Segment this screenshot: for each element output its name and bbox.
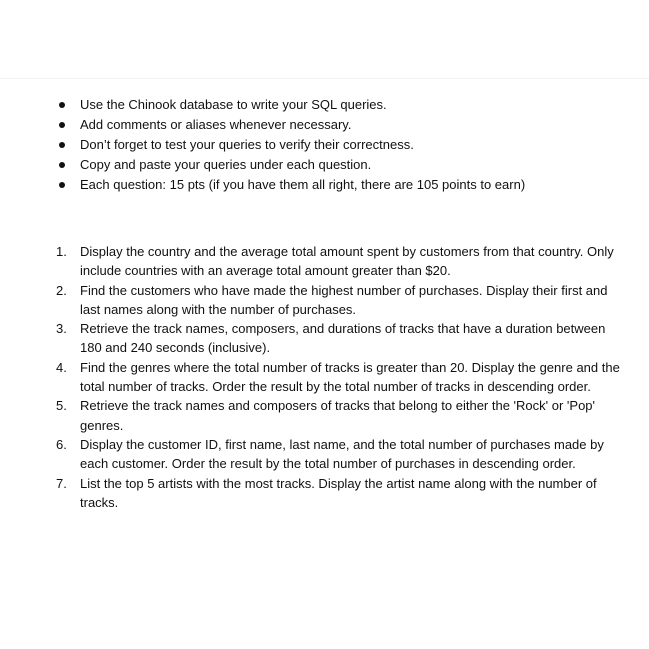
instruction-text: Add comments or aliases whenever necessary.: [80, 117, 352, 132]
question-text: Display the country and the average total amount spent by customers from that country. Only include countries with an average total amount greater than $20.: [80, 244, 614, 279]
instruction-text: Don’t forget to test your queries to verify their correctness.: [80, 137, 414, 152]
question-item: [0, 435, 649, 474]
bullet-icon: [59, 122, 65, 128]
questions-list: [0, 242, 649, 512]
bullet-icon: [59, 102, 65, 108]
instruction-text: Copy and paste your queries under each question.: [80, 157, 372, 172]
question-item: [0, 319, 649, 358]
bullet-icon: [59, 182, 65, 188]
bullet-icon: [59, 142, 65, 148]
question-number: 4.: [56, 359, 67, 375]
question-item: [0, 242, 649, 281]
instruction-item: [0, 95, 649, 115]
question-text: Find the customers who have made the highest number of purchases. Display their first and last names along with the number of purchases.: [80, 282, 608, 317]
instruction-text: Each question: 15 pts (if you have them all right, there are 105 points to earn): [80, 177, 526, 192]
question-number: 7.: [56, 475, 67, 491]
question-text: Retrieve the track names and composers of tracks that belong to either the 'Rock' or 'Pop' genres.: [80, 398, 596, 433]
question-item: [0, 358, 649, 397]
question-number: 3.: [56, 321, 67, 337]
instruction-text: Use the Chinook database to write your SQL queries.: [80, 97, 387, 112]
question-item: [0, 281, 649, 320]
bullet-icon: [59, 162, 65, 168]
question-text: List the top 5 artists with the most tracks. Display the artist name along with the number of tracks.: [80, 475, 597, 510]
question-number: 2.: [56, 282, 67, 298]
question-item: [0, 474, 649, 513]
instruction-item: [0, 175, 649, 195]
question-item: [0, 396, 649, 435]
question-text: Retrieve the track names, composers, and durations of tracks that have a duration between 180 and 240 seconds (inclusive).: [80, 321, 606, 356]
instruction-item: [0, 135, 649, 155]
instruction-item: [0, 155, 649, 175]
instructions-list: [0, 95, 649, 195]
question-text: Find the genres where the total number of tracks is greater than 20. Display the genre and the total number of tracks. Order the result by the total number of tracks in descending order.: [80, 359, 620, 395]
instruction-item: [0, 115, 649, 135]
page-divider: [0, 78, 649, 79]
question-number: 6.: [56, 436, 67, 452]
question-number: 5.: [56, 398, 67, 414]
question-number: 1.: [56, 244, 67, 259]
question-text: Display the customer ID, first name, last name, and the total number of purchases made by each customer. Order the result by the total number of purchases in descending order.: [80, 436, 604, 472]
